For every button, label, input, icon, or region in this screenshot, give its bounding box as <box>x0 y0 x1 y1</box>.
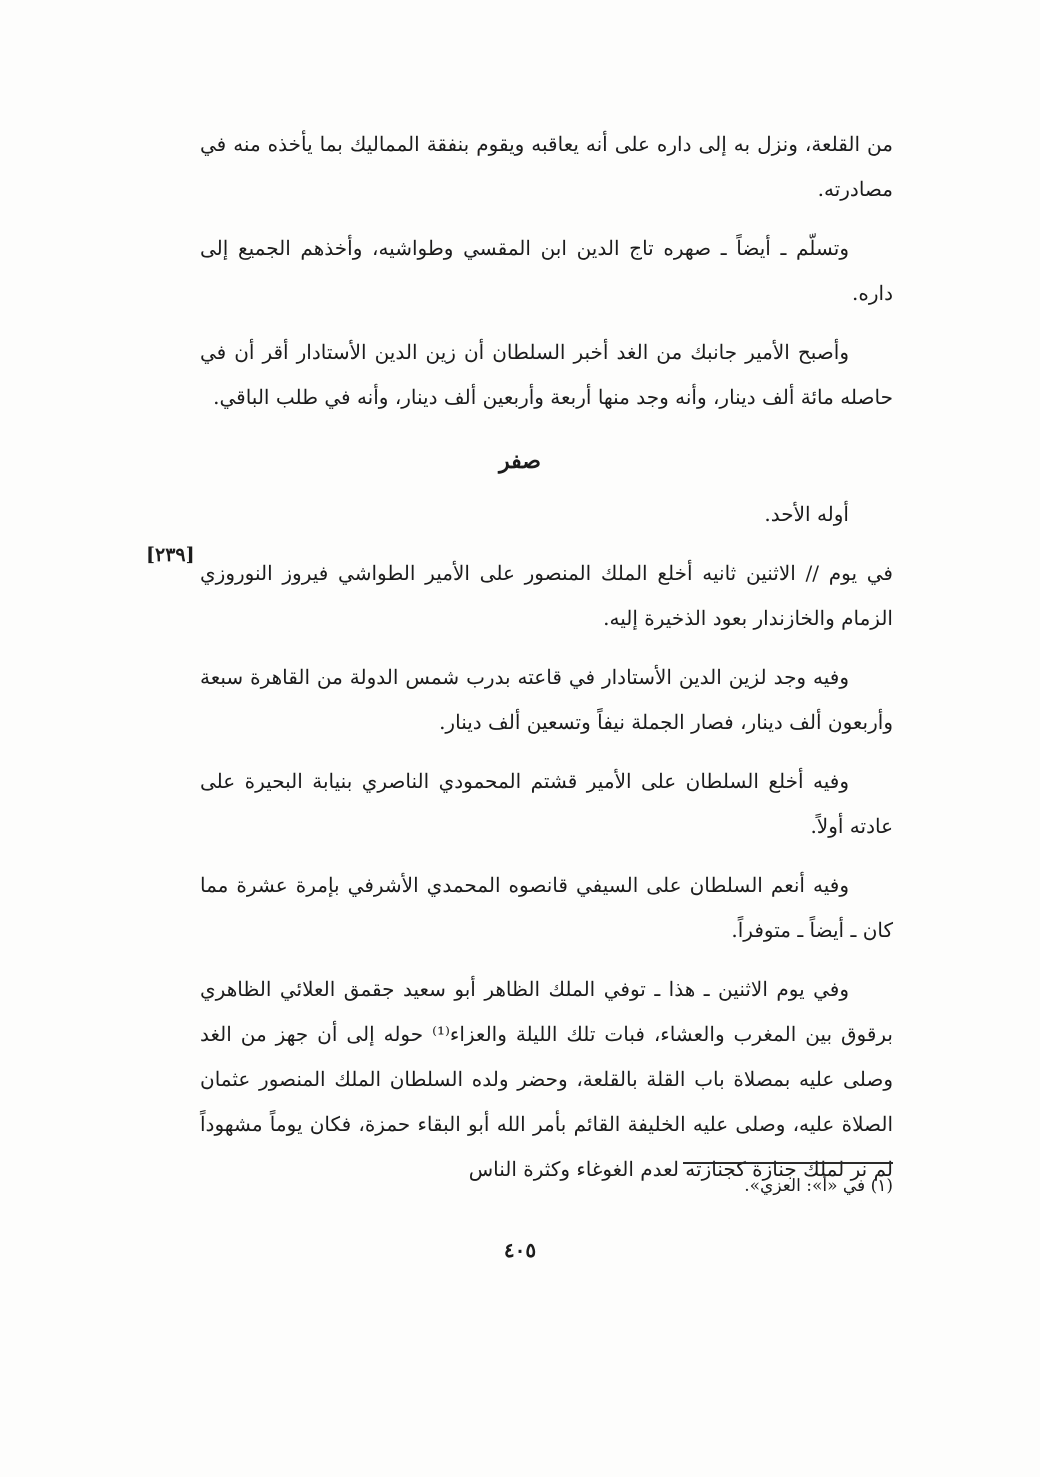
paragraph: وتسلّم ـ أيضاً ـ صهره تاج الدين ابن المقسي وطواشيه، وأخذهم الجميع إلى داره. <box>200 236 893 305</box>
paragraph: أوله الأحد. <box>764 502 849 526</box>
paragraph: وفيه وجد لزين الدين الأستادار في قاعته بدرب شمس الدولة من القاهرة سبعة وأربعون ألف دينار، فصار الجملة نيفاً وتسعين ألف دينار. <box>200 665 893 734</box>
paragraph: من القلعة، ونزل به إلى داره على أنه يعاقبه ويقوم بنفقة المماليك بما يأخذه منه في مصادرته. <box>200 132 893 201</box>
paragraph: وفي يوم الاثنين ـ هذا ـ توفي الملك الظاهر أبو سعيد جقمق العلائي الظاهري برقوق بين المغرب والعشاء، فبات تلك الليلة والعزاء⁽¹⁾ حوله إلى أن جهز من الغد وصلى عليه بمصلاة باب القلة بالقلعة، وحضر ولده السلطان الملك المنصور عثمان الصلاة عليه، وصلى عليه الخليفة القائم بأمر الله أبو البقاء حمزة، فكان يوماً مشهوداً لم نر لملك جنازة كجنازته لعدم الغوغاء وكثرة الناس <box>200 977 893 1181</box>
section-heading: صفر <box>499 448 541 474</box>
page-number: ٤٠٥ <box>503 1238 537 1262</box>
paragraph: وأصبح الأمير جانبك من الغد أخبر السلطان أن زين الدين الأستادار أقر أن في حاصله مائة ألف دينار، وأنه وجد منها أربعة وأربعين ألف دينار، وأنه في طلب الباقي. <box>200 340 893 409</box>
footnote: (١) في «أ»: العزي». <box>744 1176 893 1196</box>
paragraph: في يوم // الاثنين ثانيه أخلع الملك المنصور على الأمير الطواشي فيروز النوروزي الزمام والخازندار بعود الذخيرة إليه. <box>200 561 893 630</box>
top-text-block <box>200 122 893 434</box>
paragraph: وفيه أنعم السلطان على السيفي قانصوه المحمدي الأشرفي بإمرة عشرة مما كان ـ أيضاً ـ متوفراً. <box>200 873 893 942</box>
paragraph: وفيه أخلع السلطان على الأمير قشتم المحمودي الناصري بنيابة البحيرة على عادته أولاً. <box>200 769 893 838</box>
main-text-block <box>200 492 893 1206</box>
footnote-divider <box>683 1162 893 1164</box>
margin-folio-reference: [٢٣٩] <box>146 544 195 566</box>
